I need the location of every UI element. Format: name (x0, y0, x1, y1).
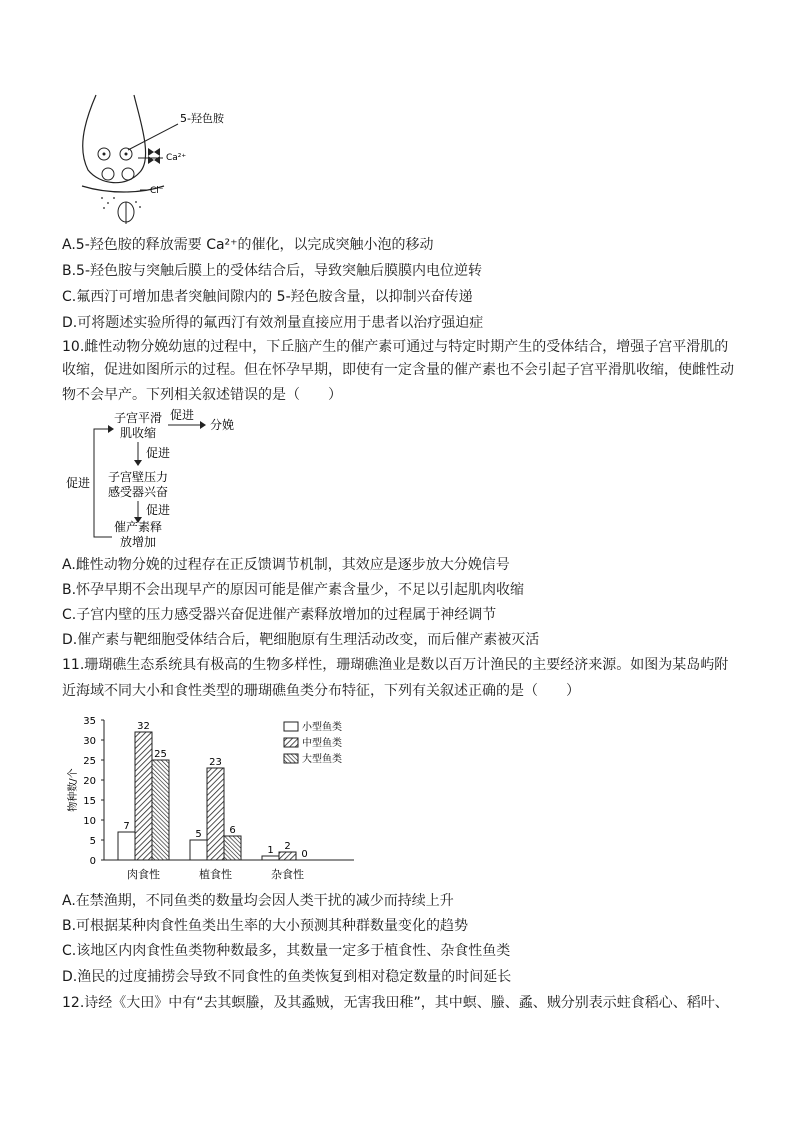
q10-option-c: C.子宫内壁的压力感受器兴奋促进催产素释放增加的过程属于神经调节 (62, 607, 497, 623)
release-dots (101, 197, 141, 209)
ca-channel-icon (148, 148, 160, 164)
legend-label: 小型鱼类 (302, 722, 342, 733)
pointer-line (128, 124, 178, 150)
flow-result: 分娩 (210, 418, 235, 432)
y-tick-label: 0 (89, 856, 96, 867)
flow-box1-line2: 肌收缩 (119, 426, 157, 440)
bar (118, 832, 135, 860)
legend-swatch (284, 754, 298, 763)
flow-feedback-arrowhead (108, 425, 114, 433)
y-tick-label: 10 (83, 816, 96, 827)
bar (152, 760, 169, 860)
vesicle (122, 168, 134, 180)
label-cl: Cl⁻ (150, 186, 164, 196)
label-5ht: 5-羟色胺 (180, 112, 224, 125)
category-label: 杂食性 (271, 868, 304, 881)
q9-option-d: D.可将题述实验所得的氟西汀有效剂量直接应用于患者以治疗强迫症 (62, 315, 484, 331)
q11-option-d: D.渔民的过度捕捞会导致不同食性的鱼类恢复到相对稳定数量的时间延长 (62, 969, 512, 985)
transmitter-dot (125, 153, 128, 156)
presynaptic-terminal-outline (83, 95, 146, 183)
flow-box1-line1: 子宫平滑 (113, 411, 163, 425)
synapse-figure (68, 90, 248, 225)
flow-top-arrowhead (200, 421, 206, 429)
flow-arrowhead-1 (134, 460, 142, 466)
bar (135, 732, 152, 860)
y-tick-label: 25 (83, 756, 96, 767)
flow-top-arrow-label: 促进 (169, 408, 195, 422)
flow-box3-line1: 催产素释 (113, 520, 163, 534)
bar-value-label: 7 (123, 821, 130, 832)
y-tick-label: 35 (83, 716, 96, 727)
flow-feedback-label: 促进 (66, 476, 91, 490)
q11-stem-line-2: 近海域不同大小和食性类型的珊瑚礁鱼类分布特征，下列有关叙述正确的是（ ） (62, 683, 580, 699)
legend-label: 大型鱼类 (302, 754, 342, 765)
y-tick-label: 15 (83, 796, 96, 807)
bar (190, 840, 207, 860)
y-axis-label: 物种数/个 (68, 768, 79, 812)
flow-box2-line2: 感受器兴奋 (107, 485, 169, 499)
q9-option-b: B.5-羟色胺与突触后膜上的受体结合后，导致突触后膜膜内电位逆转 (62, 263, 483, 279)
q10-option-a: A.雌性动物分娩的过程存在正反馈调节机制，其效应是逐步放大分娩信号 (62, 557, 510, 573)
legend-swatch (284, 722, 298, 731)
chart-legend (284, 720, 342, 765)
category-label: 肉食性 (127, 868, 160, 881)
legend-label: 中型鱼类 (302, 738, 342, 749)
q9-option-a: A.5-羟色胺的释放需要 Ca²⁺的催化，以完成突触小泡的移动 (62, 237, 434, 253)
q10-option-b: B.怀孕早期不会出现早产的原因可能是催产素含量少，不足以引起肌肉收缩 (62, 582, 525, 598)
y-tick-label: 30 (83, 736, 96, 747)
bar (207, 768, 224, 860)
q9-option-c: C.氟西汀可增加患者突触间隙内的 5-羟色胺含量，以抑制兴奋传递 (62, 289, 473, 305)
flow-arrow-1-label: 促进 (146, 446, 171, 460)
chart-bars (118, 721, 308, 881)
bar-value-label: 1 (267, 845, 274, 856)
q11-stem-line-1: 11.珊瑚礁生态系统具有极高的生物多样性，珊瑚礁渔业是数以百万计渔民的主要经济来源。如图为某岛屿附 (62, 657, 729, 673)
bar (224, 836, 241, 860)
y-tick-label: 5 (89, 836, 96, 847)
q11-option-b: B.可根据某种肉食性鱼类出生率的大小预测其种群数量变化的趋势 (62, 918, 469, 934)
q12-stem: 12.诗经《大田》中有“去其螟螣，及其蟊贼，无害我田稚”，其中螟、螣、蟊、贼分别表示蛀食稻心、稻叶、 (62, 995, 729, 1011)
q10-flow-diagram (62, 405, 262, 555)
bar-value-label: 0 (301, 849, 308, 860)
category-label: 植食性 (199, 868, 232, 881)
q11-option-a: A.在禁渔期，不同鱼类的数量均会因人类干扰的减少而持续上升 (62, 893, 454, 909)
label-ca: Ca²⁺ (166, 153, 187, 163)
transmitter-dot (103, 153, 106, 156)
vesicle (102, 168, 114, 180)
bar-value-label: 2 (284, 841, 291, 852)
q10-option-d: D.催产素与靶细胞受体结合后，靶细胞原有生理活动改变，而后催产素被灭活 (62, 632, 540, 648)
flow-box3-line2: 放增加 (119, 535, 157, 549)
bar-value-label: 32 (137, 721, 150, 732)
bar-value-label: 23 (209, 757, 222, 768)
q11-bar-chart (62, 708, 362, 888)
q10-stem-line-2: 收缩，促进如图所示的过程。但在怀孕早期，即使有一定含量的催产素也不会引起子宫平滑肌收缩，使雌性动 (62, 362, 734, 378)
legend-swatch (284, 738, 298, 747)
flow-box2-line1: 子宫壁压力 (107, 470, 169, 484)
flow-arrow-2-label: 促进 (146, 503, 171, 517)
bar (279, 852, 296, 860)
y-tick-label: 20 (83, 776, 96, 787)
q11-option-c: C.该地区内肉食性鱼类物种数最多，其数量一定多于植食性、杂食性鱼类 (62, 943, 511, 959)
bar-value-label: 5 (195, 829, 202, 840)
bar-value-label: 6 (229, 825, 236, 836)
bar (262, 856, 279, 860)
q10-stem-line-3: 物不会早产。下列相关叙述错误的是（ ） (62, 387, 342, 403)
bar-value-label: 25 (154, 749, 167, 760)
q10-stem-line-1: 10.雌性动物分娩幼崽的过程中，下丘脑产生的催产素可通过与特定时期产生的受体结合，增强子宫平滑肌的 (62, 339, 729, 355)
